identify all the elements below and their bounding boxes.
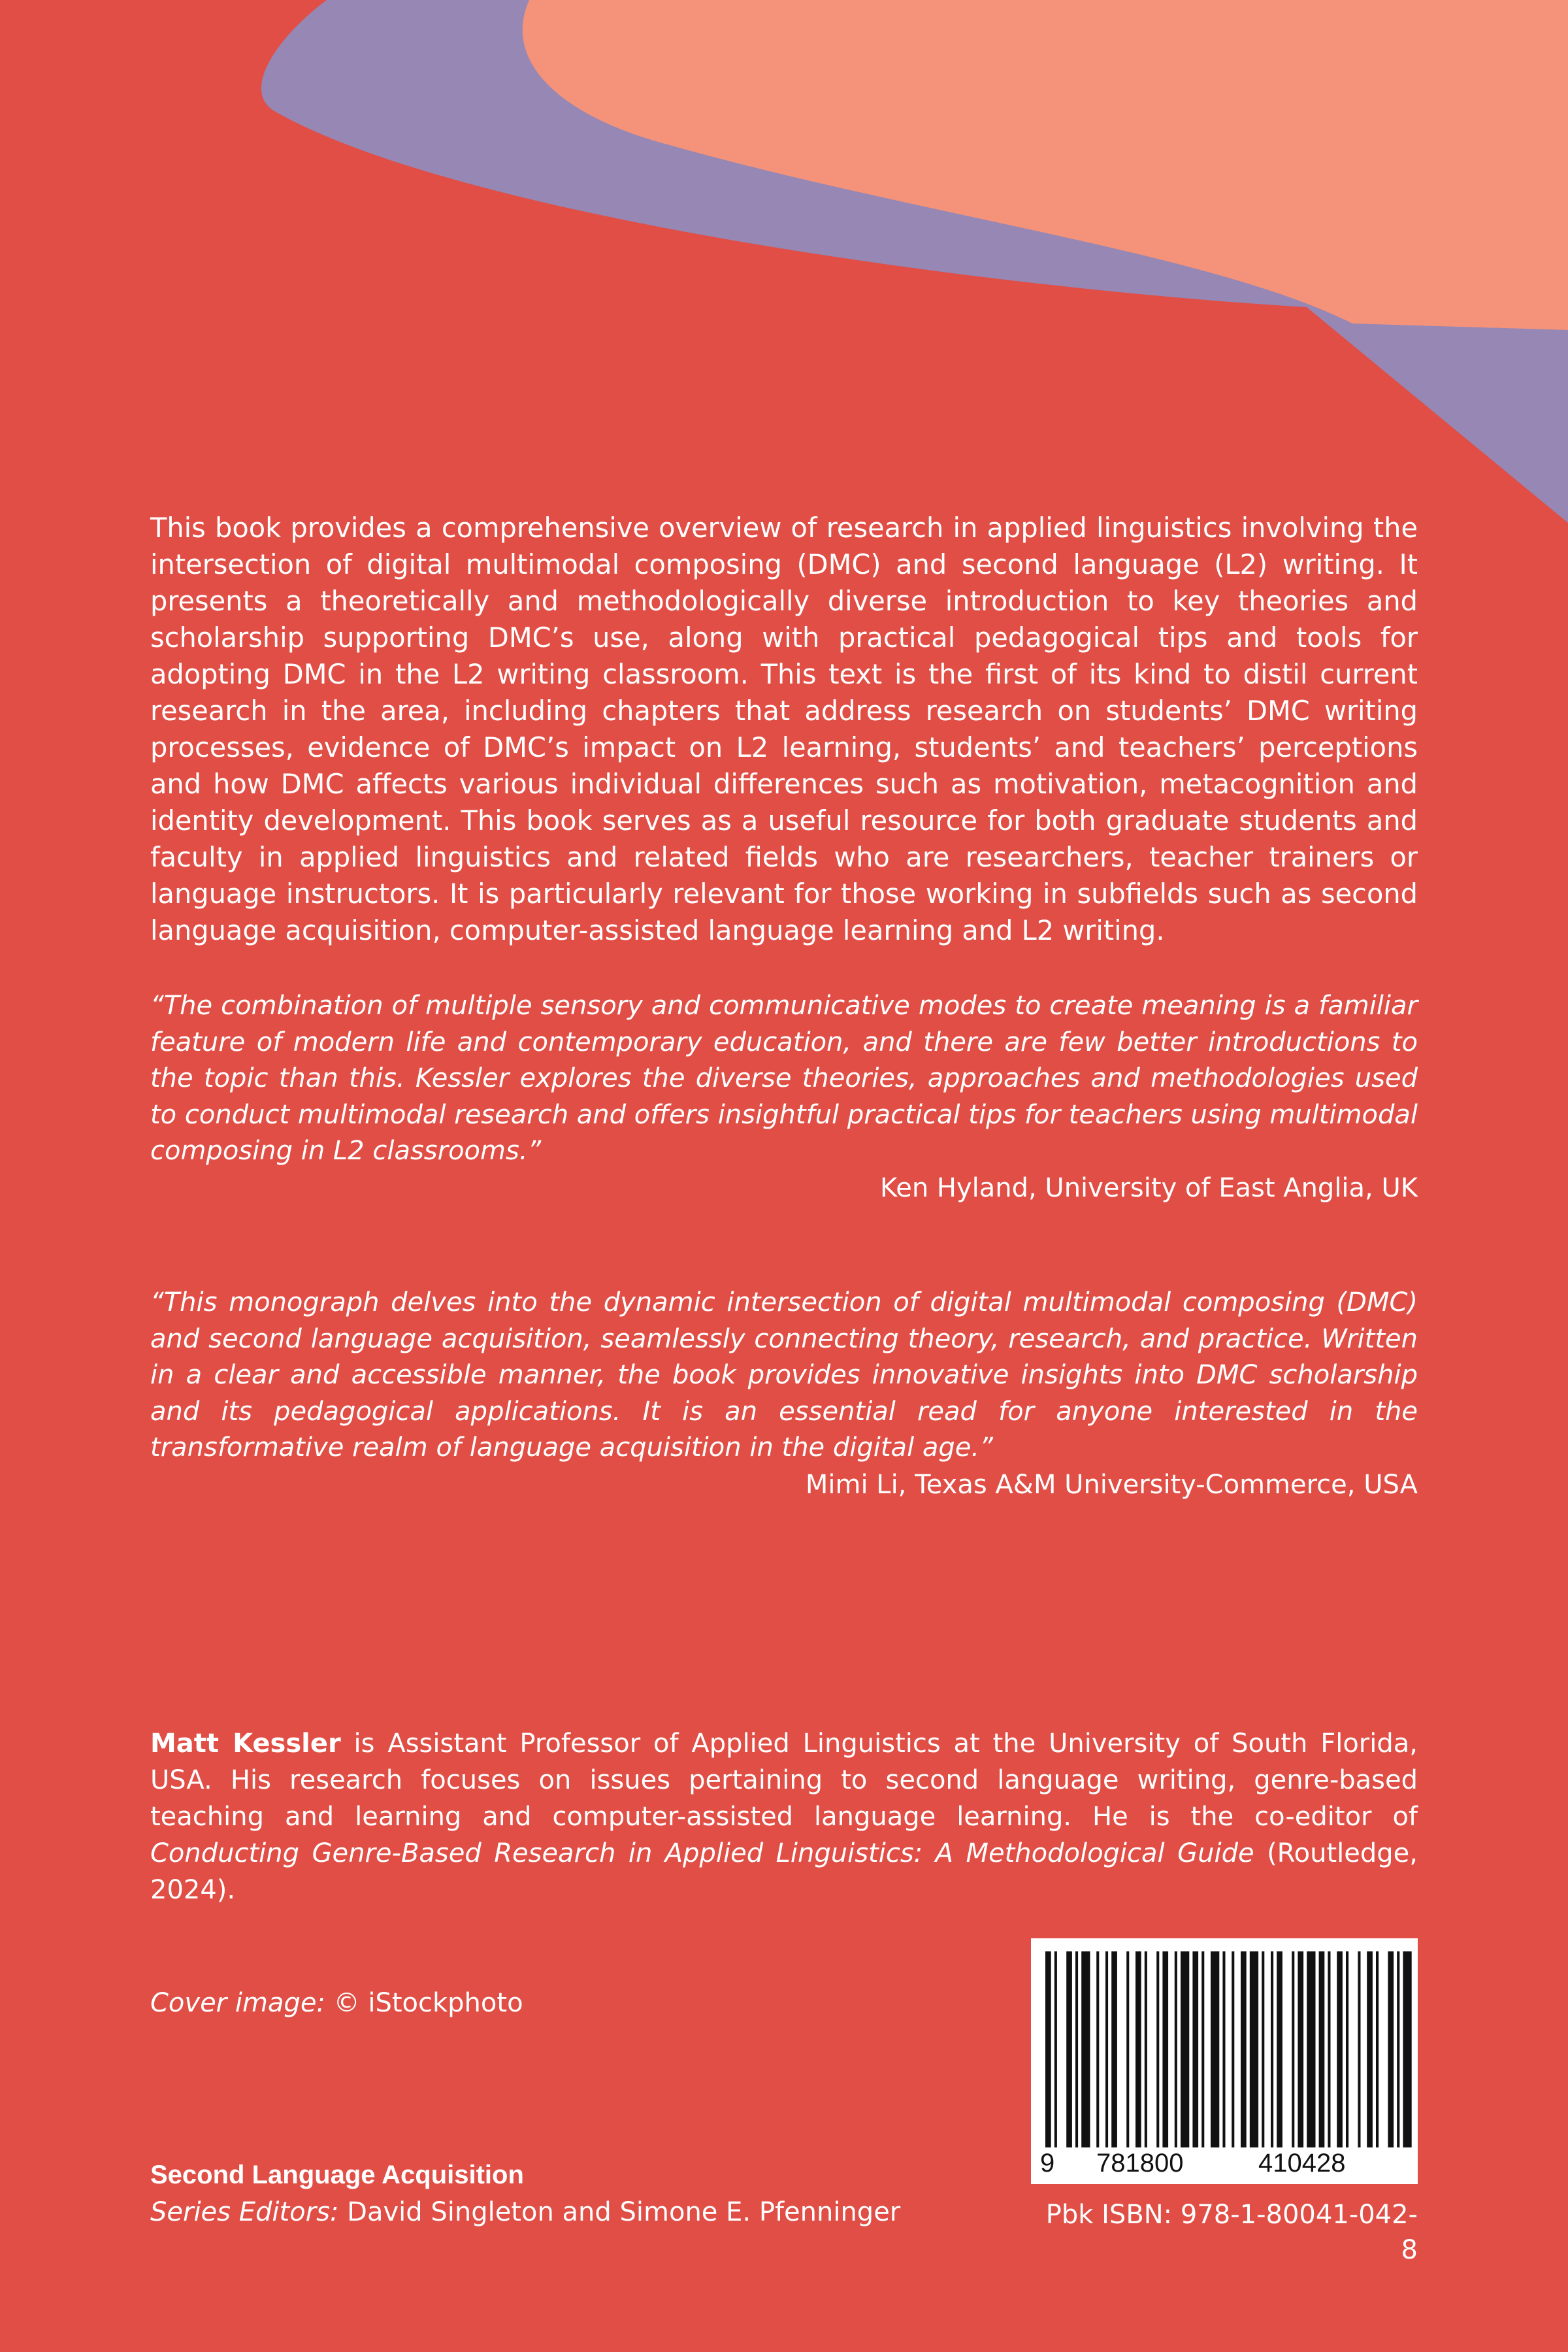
bio-publisher: (Routledge, 2024). xyxy=(150,1838,1418,1905)
barcode-bar xyxy=(1075,1951,1078,2147)
barcode-bar xyxy=(1277,1951,1282,2147)
barcode-bar xyxy=(1388,1951,1394,2147)
barcode-bar xyxy=(1376,1951,1379,2147)
series-title: Second Language Acquisition xyxy=(150,2161,524,2189)
barcode-bar xyxy=(1045,1951,1051,2147)
cover-credit-label: Cover image: xyxy=(150,1988,325,2018)
barcode-bar xyxy=(1126,1951,1129,2147)
author-bio xyxy=(150,1725,1418,1908)
isbn-barcode xyxy=(1031,1938,1418,2184)
barcode-bar xyxy=(1358,1951,1360,2147)
book-description: This book provides a comprehensive overview of research in applied linguistics involving the intersection of digital multimodal composing (DMC) and second language (L2) writing. It presents a theoretically and methodologically diverse introduction to key theories and scholarship supporting DMC’s use, along with practical pedagogical tips and tools for adopting DMC in the L2 writing classroom. This text is the first of its kind to distil current research in the area, including chapters that address research on students’ DMC writing processes, evidence of DMC’s impact on L2 learning, students’ and teachers’ perceptions and how DMC affects various individual differences such as motivation, metacognition and identity development. This book serves as a useful resource for both graduate students and faculty in applied linguistics and related fields who are researchers, teacher trainers or language instructors. It is particularly relevant for those working in subfields such as second language acquisition, computer-assisted language learning and L2 writing. xyxy=(150,512,1418,946)
barcode-bar xyxy=(1262,1951,1264,2147)
edited-book-title: Conducting Genre-Based Research in Applied Linguistics: A Methodological Guide xyxy=(150,1838,1254,1868)
endorsement-quote: “This monograph delves into the dynamic intersection of digital multimodal composing (DMC) and second language acquisition, seamlessly connecting theory, research, and practice. Written in a clear and accessible manner, the book provides innovative insights into DMC scholarship and its pedagogical applications. It is an essential read for anyone interested in the transformative realm of language acquisition in the digital age.” xyxy=(150,1287,1418,1463)
barcode-bar xyxy=(1367,1951,1373,2147)
barcode-digits xyxy=(1031,2146,1418,2183)
barcode-bar xyxy=(1156,1951,1159,2147)
barcode-digits-left: 781800 xyxy=(1096,2149,1184,2178)
barcode-bar xyxy=(1232,1951,1234,2147)
barcode-bar xyxy=(1397,1951,1399,2147)
barcode-bar xyxy=(1403,1951,1411,2147)
barcode-bar xyxy=(1222,1951,1225,2147)
cover-credit-value: © iStockphoto xyxy=(325,1988,523,2018)
barcode-bar xyxy=(1081,1951,1090,2147)
series-editors-label: Series Editors: xyxy=(150,2197,339,2227)
barcode-bar xyxy=(1319,1951,1325,2147)
bio-text: is Assistant Professor of Applied Linguistics at the University of South Florida, USA. His research focuses on issues pertaining to second language writing, genre-based teaching and learning and computer-assisted language learning. He is the co-editor of xyxy=(150,1729,1418,1832)
endorsement-attribution: Ken Hyland, University of East Anglia, UK xyxy=(879,1172,1418,1203)
barcode-bar xyxy=(1105,1951,1108,2147)
barcode-bar xyxy=(1292,1951,1294,2147)
barcode-bar xyxy=(1111,1951,1117,2147)
barcode-bar xyxy=(1162,1951,1168,2147)
barcode-bar xyxy=(1145,1951,1147,2147)
cover-image-credit xyxy=(150,1985,523,2021)
series-editors xyxy=(150,2195,900,2230)
barcode-bar xyxy=(1181,1951,1189,2147)
endorsement-li xyxy=(150,1285,1418,1503)
barcode-bar xyxy=(1211,1951,1219,2147)
endorsement-hyland xyxy=(150,988,1418,1206)
barcode-bar xyxy=(1192,1951,1198,2147)
barcode-bar xyxy=(1175,1951,1177,2147)
author-name: Matt Kessler xyxy=(150,1729,341,1759)
endorsement-attribution: Mimi Li, Texas A&M University-Commerce, USA xyxy=(805,1469,1418,1500)
barcode-bar xyxy=(1307,1951,1315,2147)
barcode-bar xyxy=(1066,1951,1072,2147)
isbn-number: Pbk ISBN: 978-1-80041-042-8 xyxy=(1045,2200,1418,2265)
barcode-bar xyxy=(1250,1951,1258,2147)
barcode-bar xyxy=(1054,1951,1057,2147)
barcode-bar xyxy=(1201,1951,1204,2147)
barcode-bar xyxy=(1271,1951,1273,2147)
barcode-bar xyxy=(1346,1951,1348,2147)
barcode-bar xyxy=(1135,1951,1141,2147)
barcode-bar xyxy=(1241,1951,1247,2147)
endorsement-quote: “The combination of multiple sensory and communicative modes to create meaning is a familiar feature of modern life and contemporary education, and there are few better introductions to the topic than this. Kessler explores the diverse theories, approaches and methodologies used to conduct multimodal research and offers insightful practical tips for teachers using multimodal composing in L2 classrooms.” xyxy=(150,991,1418,1166)
barcode-bar xyxy=(1337,1951,1343,2147)
barcode-bar xyxy=(1096,1951,1099,2147)
barcode-digit-lead: 9 xyxy=(1040,2149,1055,2178)
barcode-bar xyxy=(1328,1951,1330,2147)
series-editors-names: David Singleton and Simone E. Pfenninger xyxy=(338,2197,901,2227)
barcode-digits-right: 410428 xyxy=(1258,2149,1346,2178)
barcode-bar xyxy=(1298,1951,1303,2147)
